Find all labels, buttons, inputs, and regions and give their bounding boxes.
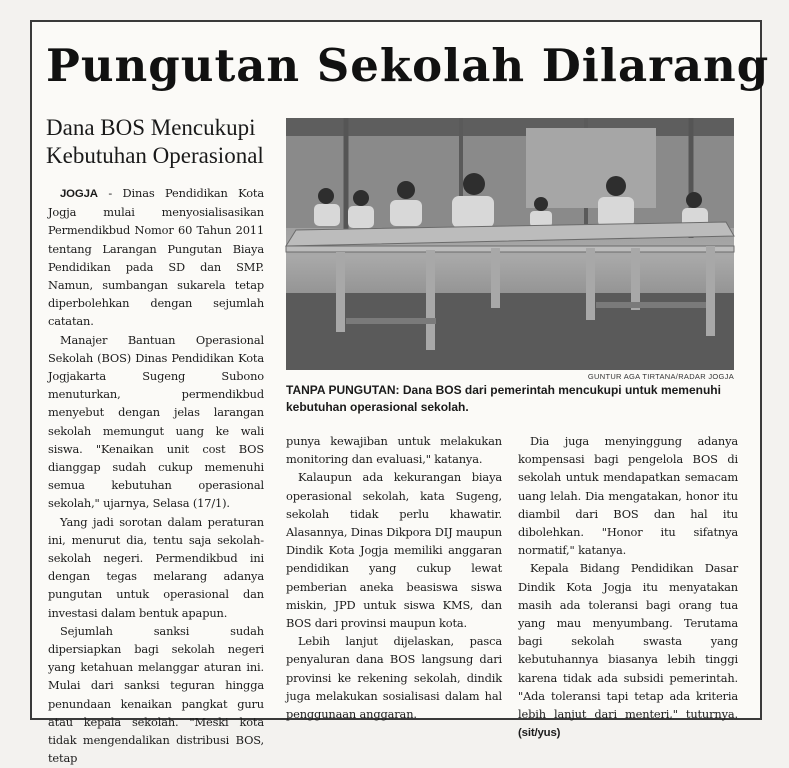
paragraph-1-text: - Dinas Pendidikan Kota Jogja mulai menyosialisasikan Permendikbud Nomor 60 Tahun 2011 tentang Larangan Pungutan Biaya Pendidikan pada SD dan SMP. Namun, sumbangan sukarela tetap diperbolehkan dengan sejumlah catatan.	[48, 186, 264, 329]
paragraph-1	[48, 184, 264, 331]
paragraph-6: Kalaupun ada kekurangan biaya operasional sekolah, kata Sugeng, sekolah tidak perlu khawatir. Alasannya, Dinas Dikpora DIJ maupun Dindik Kota Jogja memiliki anggaran pendidikan yang cukup lewat pemberian aneka beasiswa siswa miskin, JPD untuk siswa KMS, dan BOS dari provinsi maupun kota.	[286, 470, 502, 631]
paragraph-5: punya kewajiban untuk melakukan monitoring dan evaluasi," katanya.	[286, 434, 502, 467]
paragraph-9-text: Kepala Bidang Pendidikan Dasar Dindik Kota Jogja itu menyatakan masih ada toleransi bagi orang tua yang mau menyumbang. Terutama bagi sekolah swasta yang kebutuhannya biasanya lebih tinggi karena tidak ada subsidi pemerintah. "Ada toleransi tapi tetap ada kriteria lebih lanjut dari menteri," tuturnya.	[518, 561, 738, 722]
column-3	[518, 432, 738, 742]
classroom-photo-image	[286, 118, 734, 370]
column-2	[286, 432, 502, 723]
dateline: JOGJA	[60, 188, 98, 200]
paragraph-9	[518, 559, 738, 742]
headline: Pungutan Sekolah Dilarang	[46, 39, 770, 92]
photo-credit: GUNTUR AGA TIRTANA/RADAR JOGJA	[587, 372, 734, 381]
paragraph-2: Manajer Bantuan Operasional Sekolah (BOS) Dinas Pendidikan Kota Jogjakarta Sugeng Subono menuturkan, permendikbud menyebut dengan jelas larangan sekolah memungut uang ke wali siswa. "Kenaikan unit cost BOS dianggap sudah cukup memenuhi semua kebutuhan operasional sekolah," ujarnya, Selasa (17/1).	[48, 332, 264, 511]
caption-lead: TANPA PUNGUTAN:	[286, 383, 400, 397]
paragraph-7: Lebih lanjut dijelaskan, pasca penyaluran dana BOS langsung dari provinsi ke rekening sekolah, dindik juga melakukan sosialisasi dalam hal penggunaan anggaran.	[286, 634, 502, 722]
paragraph-4: Sejumlah sanksi sudah dipersiapkan bagi sekolah negeri yang ketahuan melanggar aturan ini. Mulai dari sanksi teguran hingga penundaan kenaikan pangkat guru atau kepala sekolah. "Meski kota tidak mengendalikan distribusi BOS, tetap	[48, 623, 264, 766]
byline-signature: (sit/yus)	[518, 727, 561, 740]
newspaper-clipping	[30, 20, 770, 766]
subheadline-line-2: Kebutuhan Operasional	[46, 143, 264, 168]
caption-text: Dana BOS dari pemerintah mencukupi untuk memenuhi kebutuhan operasional sekolah.	[286, 383, 721, 414]
subheadline-line-1: Dana BOS Mencukupi	[46, 115, 256, 140]
classroom-photo	[286, 118, 734, 370]
paragraph-3: Yang jadi sorotan dalam peraturan ini, menurut dia, tentu saja sekolah-sekolah negeri. Permendikbud ini dengan tegas melarang adanya pungutan untuk operasional dan investasi dalam bentuk apapun.	[48, 514, 264, 620]
subheadline	[46, 114, 276, 170]
paragraph-8: Dia juga menyinggung adanya kompensasi bagi pengelola BOS di sekolah untuk mendapatkan semacam uang lelah. Dia mengatakan, honor itu diambil dari BOS dan hal itu dibolehkan. "Honor itu sifatnya normatif," katanya.	[518, 434, 738, 558]
column-1	[48, 184, 264, 768]
photo-caption	[286, 382, 738, 416]
